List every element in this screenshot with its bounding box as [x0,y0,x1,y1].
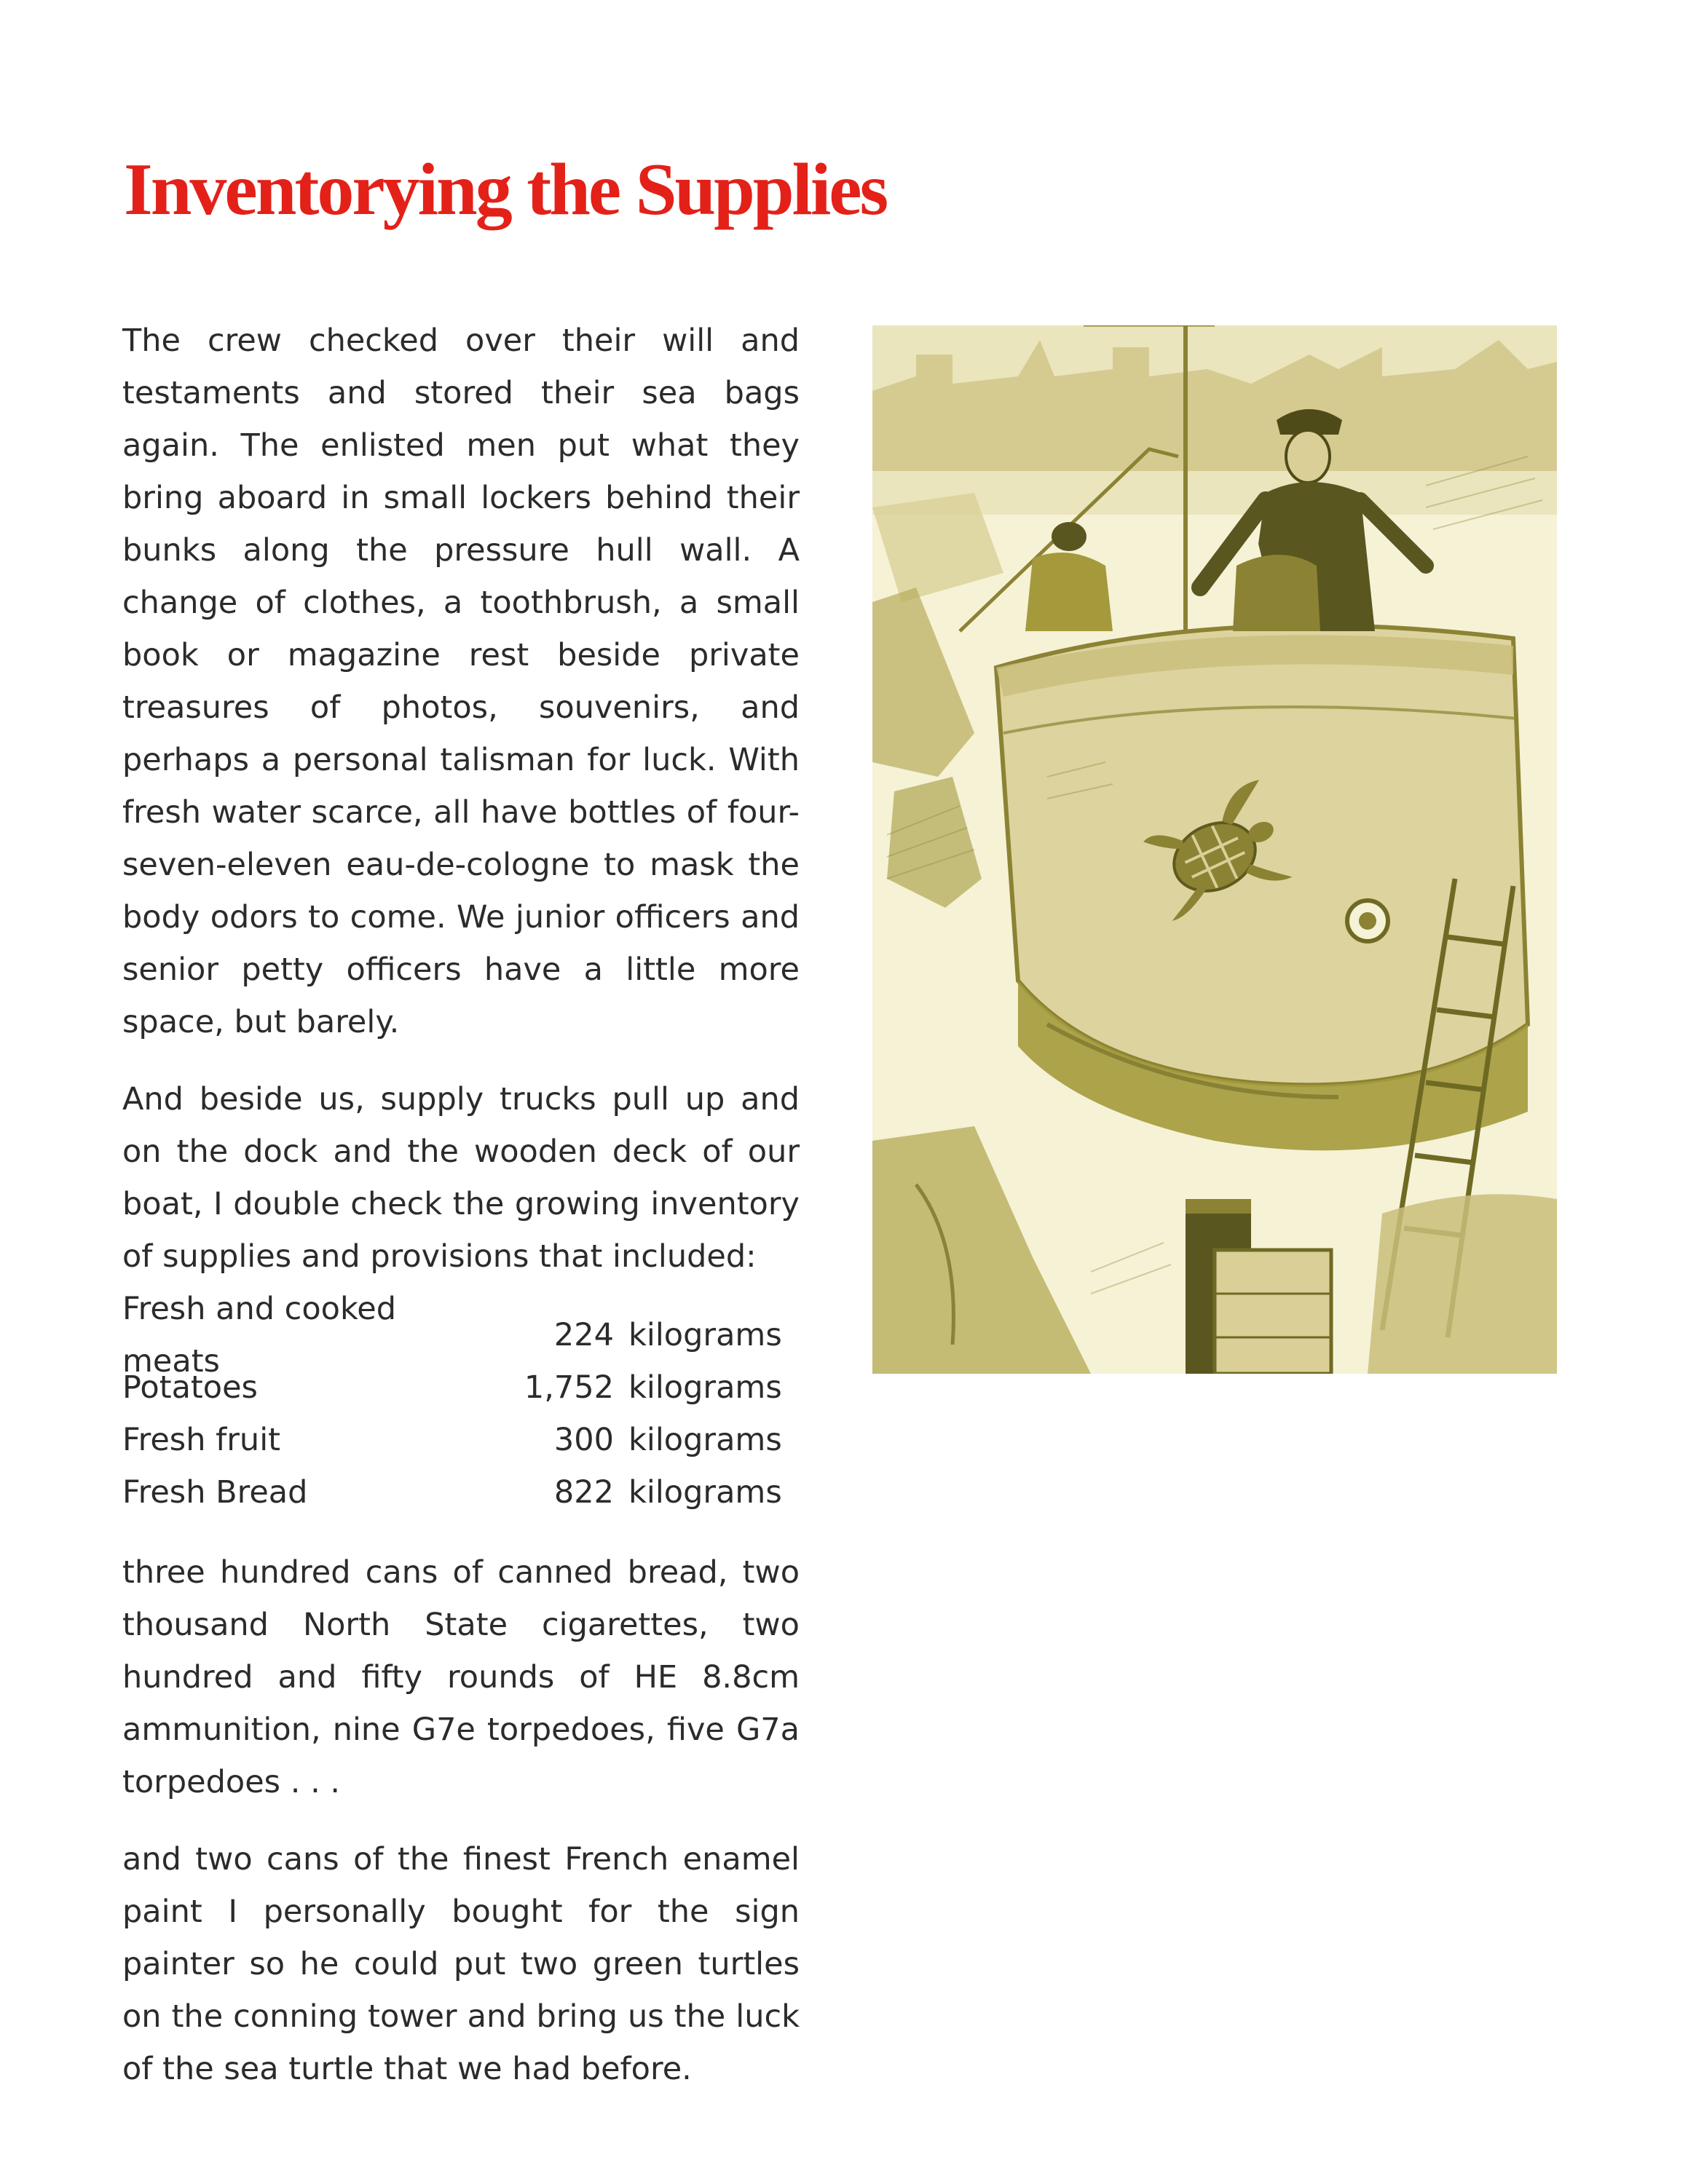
inventory-unit: kilograms [628,1317,782,1353]
inventory-row [122,1414,782,1466]
inventory-qty: 822 [553,1474,614,1511]
paragraph-4: and two cans of the finest French enamel paint I personally bought for the sign painter so he could put two green turtles on the conning tower and bring us the luck of the sea turtle that we had before. [122,1841,800,2087]
inventory-item: Fresh and cooked meats [122,1291,397,1380]
conning-tower [996,625,1528,1085]
inventory-item: Fresh fruit [122,1422,280,1458]
inventory-qty: 300 [553,1422,614,1458]
inventory-row [122,1466,782,1519]
paragraph-1: The crew checked over their will and testaments and stored their sea bags again. The enlisted men put what they bring aboard in small lockers behind their bunks along the pressure hull wall. A change of clothes, a toothbrush, a small book or magazine rest beside private treasures of photos, souvenirs, and perhaps a personal talisman for luck. With fresh water scarce, all have bottles of four-seven-eleven eau-de-cologne to mask the body odors to come. We junior officers and senior petty officers have a little more space, but barely. [122,323,800,1040]
paragraph-2: And beside us, supply trucks pull up and on the dock and the wooden deck of our boat, I double check the growing inventory of supplies and provisions that included: [122,1081,800,1275]
inventory-qty: 224 [553,1317,614,1353]
inventory-item: Fresh Bread [122,1474,308,1511]
submarine-illustration [872,325,1557,1374]
inventory-unit: kilograms [628,1422,782,1458]
inventory-item: Potatoes [122,1369,258,1406]
page-title: Inventorying the Supplies [124,149,887,231]
inventory-unit: kilograms [628,1474,782,1511]
paragraph-3: three hundred cans of canned bread, two thousand North State cigarettes, two hundred and fifty rounds of HE 8.8cm ammunition, nine G7e torpedoes, five G7a torpedoes . . . [122,1554,800,1800]
inventory-qty: 1,752 [524,1369,614,1406]
illustration-drawing [872,325,1557,1374]
inventory-list [122,1291,782,1519]
inventory-row [122,1291,782,1380]
body-text [122,314,800,2120]
inventory-unit: kilograms [628,1369,782,1406]
inventory-row [122,1361,782,1414]
